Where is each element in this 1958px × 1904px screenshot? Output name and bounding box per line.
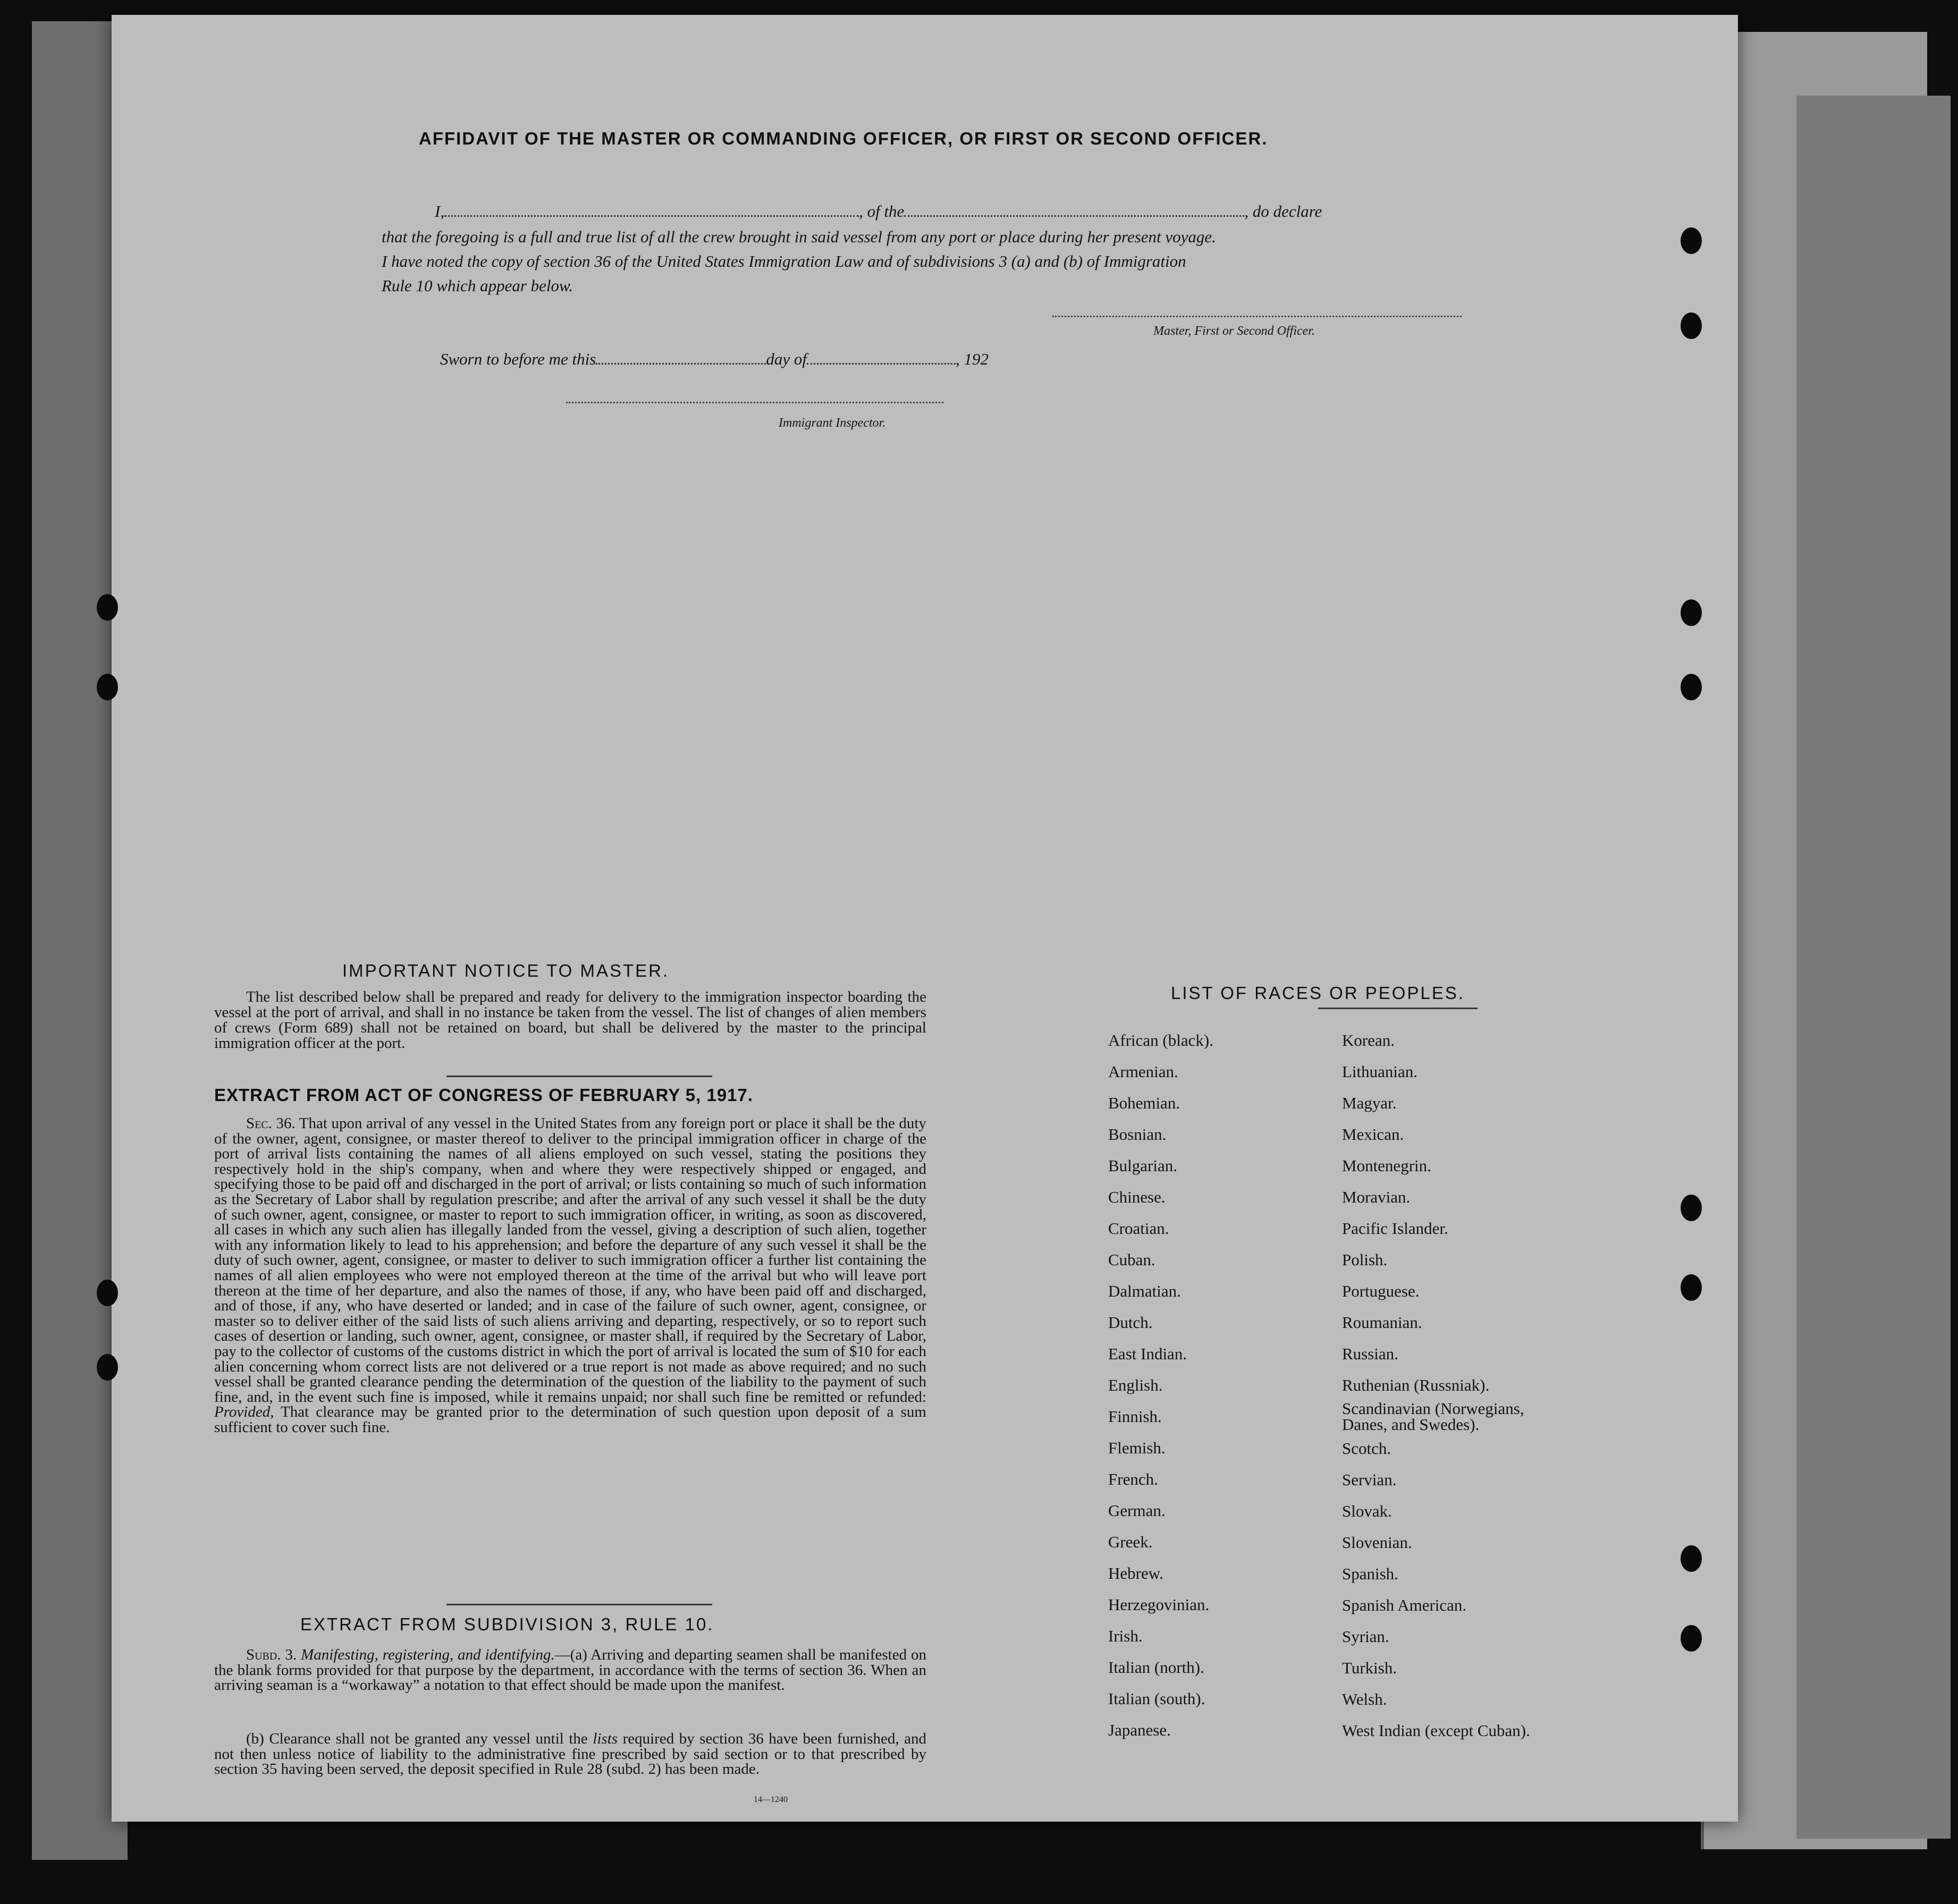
races-column-2 [1342, 1025, 1571, 1746]
year-label: , 192 [955, 350, 989, 368]
race-list-item: Pacific Islander. [1342, 1219, 1448, 1238]
affidavit-title: AFFIDAVIT OF THE MASTER OR COMMANDING OFFICER, OR FIRST OR SECOND OFFICER. [419, 129, 1268, 148]
sworn-label: Sworn to before me this [440, 350, 596, 368]
form-code: 14—1240 [754, 1795, 788, 1804]
subd-b-lists: lists [593, 1730, 618, 1747]
race-list-item: Ruthenian (Russniak). [1342, 1376, 1490, 1394]
rule-subd-a [214, 1647, 926, 1693]
act-text: That upon arrival of any vessel in the United States from any foreign port or place it shall be the duty of the owner, agent, consignee, or master thereof to deliver to the principal immigration officer in charge of the port of arrival lists containing the names of all aliens employed on such vessel, stating the positions they respectively hold in the ship's company, when and where they were respectively shipped or engaged, and specifying those to be paid off and discharged in the port of arrival; or lists containing so much of such information as the Secretary of Labor shall by regulation prescribe; and after the arrival of any such vessel it shall be the duty of such owner, agent, consignee, or master to report to such immigration officer, in writing, as soon as discovered, all cases in which any such alien has illegally landed from the vessel, giving a description of such alien, together with any information likely to lead to his apprehension; and before the departure of any such vessel it shall be the duty of such owner, agent, consignee, or master to deliver to such immigration officer a further list containing the names of all alien employees who were not employed thereon at the time of the arrival but who will leave port thereon at the time of her departure, and also the names of those, if any, who have been paid off and discharged, and of those, if any, who have deserted or landed; and in case of the failure of such owner, agent, consignee, or master so to deliver either of the said lists of such aliens arriving and departing, respectively, or so to report such cases of desertion or landing, such owner, agent, consignee, or master shall, if required by the Secretary of Labor, pay to the collector of customs of the customs district in which the port of arrival is located the sum of $10 for each alien concerning whom correct lists are not delivered or a true report is not made as above required; and no such vessel shall be granted clearance pending the determination of the question of the liability to the payment of such fine, and, in the event such fine is imposed, while it remains unpaid; nor shall such fine be remitted or refunded: [214, 1115, 926, 1406]
day-of-label: day of [766, 350, 807, 368]
affidavit-line-3: I have noted the copy of section 36 of the United States Immigration Law and of subdivisions 3 (a) and (b) of Immigration [382, 252, 1186, 270]
act-provided: Provided, [214, 1403, 274, 1421]
race-list-item: Hebrew. [1108, 1564, 1163, 1583]
affidavit-do-declare: , do declare [1244, 202, 1322, 221]
race-list-item: Greek. [1108, 1533, 1153, 1551]
underlying-sheet-2 [1796, 96, 1951, 1839]
races-column-1 [1108, 1025, 1213, 1746]
race-list-item: West Indian (except Cuban). [1342, 1721, 1530, 1740]
race-list-item: African (black). [1108, 1031, 1213, 1050]
punch-hole [1681, 1195, 1702, 1221]
inspector-signature-line[interactable] [566, 402, 943, 403]
subd-b-text: required by section 36 have been furnished, and not then unless notice of liability to the administrative fine prescribed by said section or to that prescribed by section 35 having been served, the deposit specified in Rule 28 (subd. 2) has been made. [214, 1730, 927, 1778]
document-page [112, 15, 1738, 1822]
race-list-item: Turkish. [1342, 1658, 1397, 1677]
race-list-item: Italian (north). [1108, 1658, 1204, 1677]
race-list-item: Bohemian. [1108, 1094, 1180, 1112]
race-list-item: French. [1108, 1470, 1158, 1488]
punch-hole [1681, 1545, 1702, 1572]
punch-hole [97, 1280, 118, 1306]
race-list-item: Roumanian. [1342, 1313, 1422, 1332]
rule-title: EXTRACT FROM SUBDIVISION 3, RULE 10. [300, 1614, 714, 1634]
race-list-item: Spanish American. [1342, 1596, 1467, 1614]
act-section-label: Sec. 36. [246, 1115, 296, 1132]
subd-b-lead: (b) Clearance shall not be granted any vessel until the [246, 1730, 588, 1747]
race-list-item: Croatian. [1108, 1219, 1169, 1238]
race-list-item: Spanish. [1342, 1564, 1398, 1583]
race-list-item: Flemish. [1108, 1438, 1166, 1457]
race-list-item: Montenegrin. [1342, 1156, 1431, 1175]
divider [1318, 1008, 1478, 1009]
race-list-item: Scotch. [1342, 1439, 1391, 1458]
subd-label: Subd. 3. [246, 1646, 297, 1663]
subd-heading: Manifesting, registering, and identifying. [301, 1646, 555, 1663]
race-list-item: Finnish. [1108, 1407, 1162, 1426]
race-list-item: East Indian. [1108, 1344, 1187, 1363]
sworn-day-blank[interactable] [596, 363, 766, 365]
race-list-item: English. [1108, 1376, 1163, 1394]
divider [446, 1076, 712, 1077]
race-list-item: Bosnian. [1108, 1125, 1167, 1144]
race-list-item: Russian. [1342, 1344, 1398, 1363]
punch-hole [1681, 227, 1702, 254]
vessel-blank[interactable] [904, 215, 1244, 217]
punch-hole [1681, 1274, 1702, 1301]
race-list-item: Slovenian. [1342, 1533, 1412, 1552]
divider [446, 1604, 712, 1605]
race-list-item: Portuguese. [1342, 1282, 1420, 1300]
race-list-item: Cuban. [1108, 1250, 1155, 1269]
race-list-item: Italian (south). [1108, 1689, 1205, 1708]
punch-hole [1681, 1625, 1702, 1652]
subd-a-text: —(a) Arriving and departing seamen shall be manifested on the blank forms provided for that purpose by the department, in accordance with the terms of section 36. When an arriving seaman is a “workaway” a notation to that effect should be made upon the manifest. [214, 1646, 926, 1694]
race-list-item: German. [1108, 1501, 1166, 1520]
punch-hole [97, 674, 118, 700]
affidavit-line-2: that the foregoing is a full and true list of all the crew brought in said vessel from any port or place during her present voyage. [382, 227, 1216, 246]
race-list-item: Scandinavian (Norwegians, Danes, and Swedes). [1342, 1399, 1524, 1434]
affidavit-i-label: I, [435, 202, 445, 221]
punch-hole [1681, 312, 1702, 339]
race-list-item: Lithuanian. [1342, 1062, 1418, 1081]
act-text-end: That clearance may be granted prior to the determination of such question upon deposit of a sum sufficient to cover such fine. [214, 1403, 926, 1436]
race-list-item: Slovak. [1342, 1502, 1392, 1520]
race-list-item: Herzegovinian. [1108, 1595, 1210, 1614]
race-list-item: Korean. [1342, 1031, 1395, 1050]
race-list-item: Polish. [1342, 1250, 1388, 1269]
act-title: EXTRACT FROM ACT OF CONGRESS OF FEBRUARY 5, 1917. [214, 1085, 754, 1105]
race-list-item: Dalmatian. [1108, 1282, 1181, 1300]
race-list-item: Dutch. [1108, 1313, 1153, 1332]
notice-body: The list described below shall be prepared and ready for delivery to the immigration inspector boarding the vessel at the port of arrival, and shall in no instance be taken from the vessel. The list of changes of alien members of crews (Form 689) shall not be retained on board, but shall be delivered by the master to the principal immigration officer at the port. [214, 988, 926, 1052]
inspector-signature-label: Immigrant Inspector. [779, 416, 886, 430]
race-list-item: Moravian. [1342, 1188, 1411, 1206]
punch-hole [97, 1354, 118, 1381]
race-list-item: Welsh. [1342, 1690, 1387, 1708]
race-list-item: Bulgarian. [1108, 1156, 1177, 1175]
affidavit-line-1 [435, 202, 1322, 221]
name-blank[interactable] [444, 215, 859, 217]
race-list-item: Irish. [1108, 1627, 1143, 1645]
rule-subd-b [214, 1731, 926, 1777]
races-title: LIST OF RACES OR PEOPLES. [1171, 983, 1465, 1003]
race-list-item: Chinese. [1108, 1188, 1166, 1206]
race-list-item: Armenian. [1108, 1062, 1178, 1081]
master-signature-label: Master, First or Second Officer. [1153, 324, 1315, 338]
sworn-month-blank[interactable] [807, 363, 956, 365]
punch-hole [1681, 599, 1702, 626]
punch-hole [97, 594, 118, 621]
act-body [214, 1116, 926, 1435]
affidavit-of-the: , of the [859, 202, 905, 221]
master-signature-line[interactable] [1052, 316, 1462, 317]
race-list-item: Mexican. [1342, 1125, 1404, 1144]
race-list-item: Servian. [1342, 1470, 1397, 1489]
punch-hole [1681, 674, 1702, 700]
affidavit-line-4: Rule 10 which appear below. [382, 276, 573, 295]
notice-title: IMPORTANT NOTICE TO MASTER. [342, 961, 670, 980]
race-list-item: Japanese. [1108, 1721, 1171, 1739]
sworn-line [440, 350, 989, 369]
race-list-item: Syrian. [1342, 1627, 1389, 1646]
race-list-item: Magyar. [1342, 1094, 1397, 1112]
